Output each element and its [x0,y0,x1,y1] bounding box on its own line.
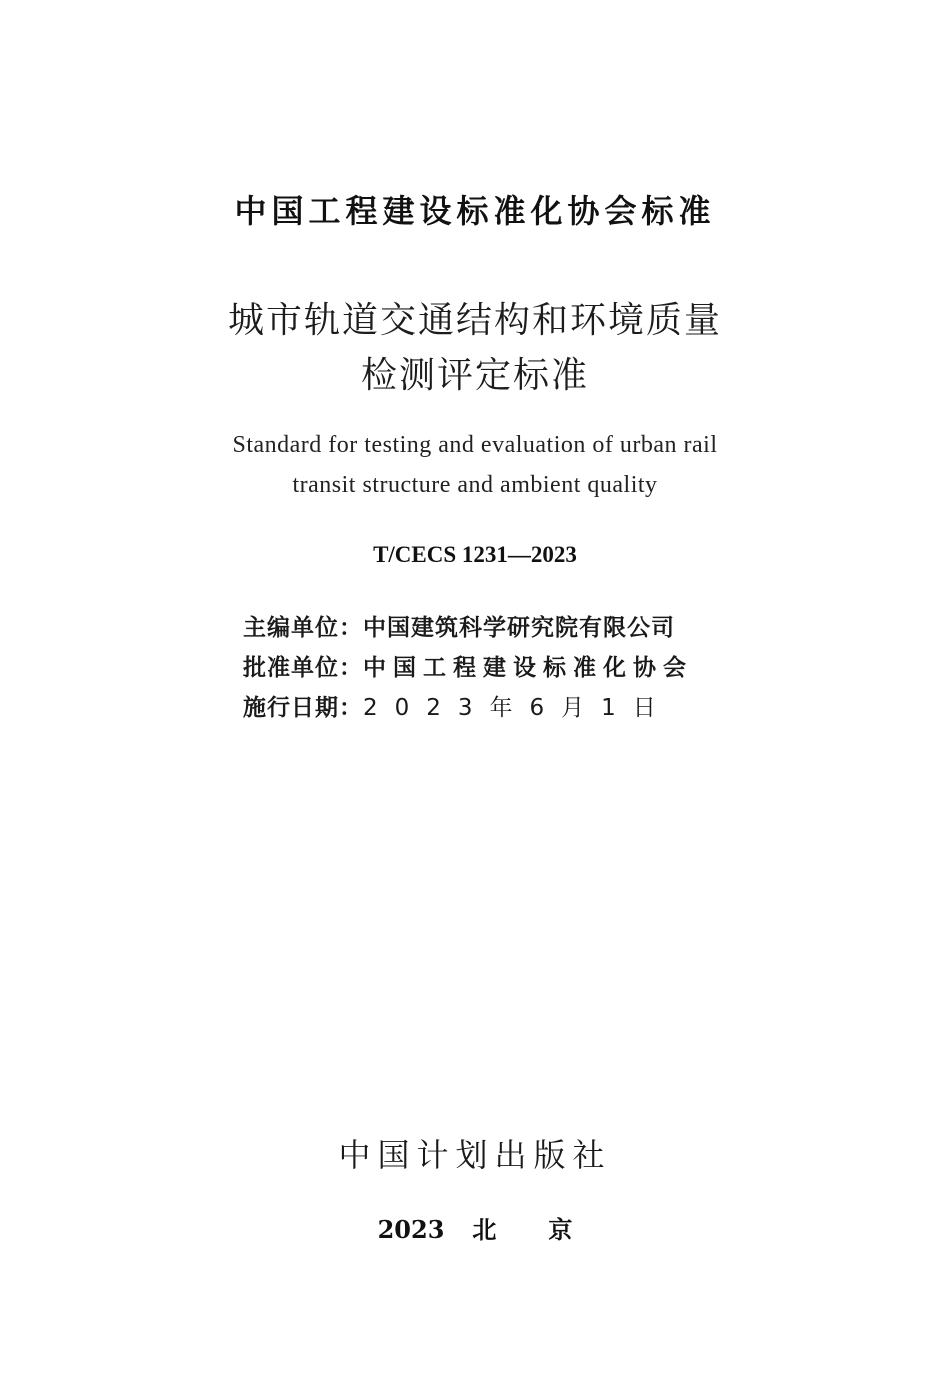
title-english-line-2: transit structure and ambient quality [292,472,658,498]
publication-year-place [0,1210,950,1245]
editor-value: 中国建筑科学研究院有限公司 [363,615,675,641]
publication-city-char-1: 北 [472,1215,497,1244]
approver-row [243,648,763,688]
standard-info-block [243,608,763,728]
editor-row [243,608,763,648]
publication-city-char-2: 京 [548,1215,573,1244]
title-chinese-line-2: 检测评定标准 [360,355,589,396]
publication-year: 2023 [377,1215,445,1244]
standard-code: T/CECS 1231—2023 [373,542,577,567]
title-chinese-line-1: 城市轨道交通结构和环境质量 [227,300,722,341]
title-english-line-1: Standard for testing and evaluation of urban rail [232,432,718,458]
org-standard-header: 中国工程建设标准化协会标准 [234,192,716,230]
approver-label: 批准单位： [243,655,363,681]
effective-date-value: 2023年6月1日 [363,695,673,721]
approver-value: 中国工程建设标准化协会 [363,655,693,681]
effective-date-row [243,688,763,728]
publisher-name: 中国计划出版社 [338,1136,612,1174]
editor-label: 主编单位： [243,615,363,641]
effective-date-label: 施行日期： [243,695,363,721]
